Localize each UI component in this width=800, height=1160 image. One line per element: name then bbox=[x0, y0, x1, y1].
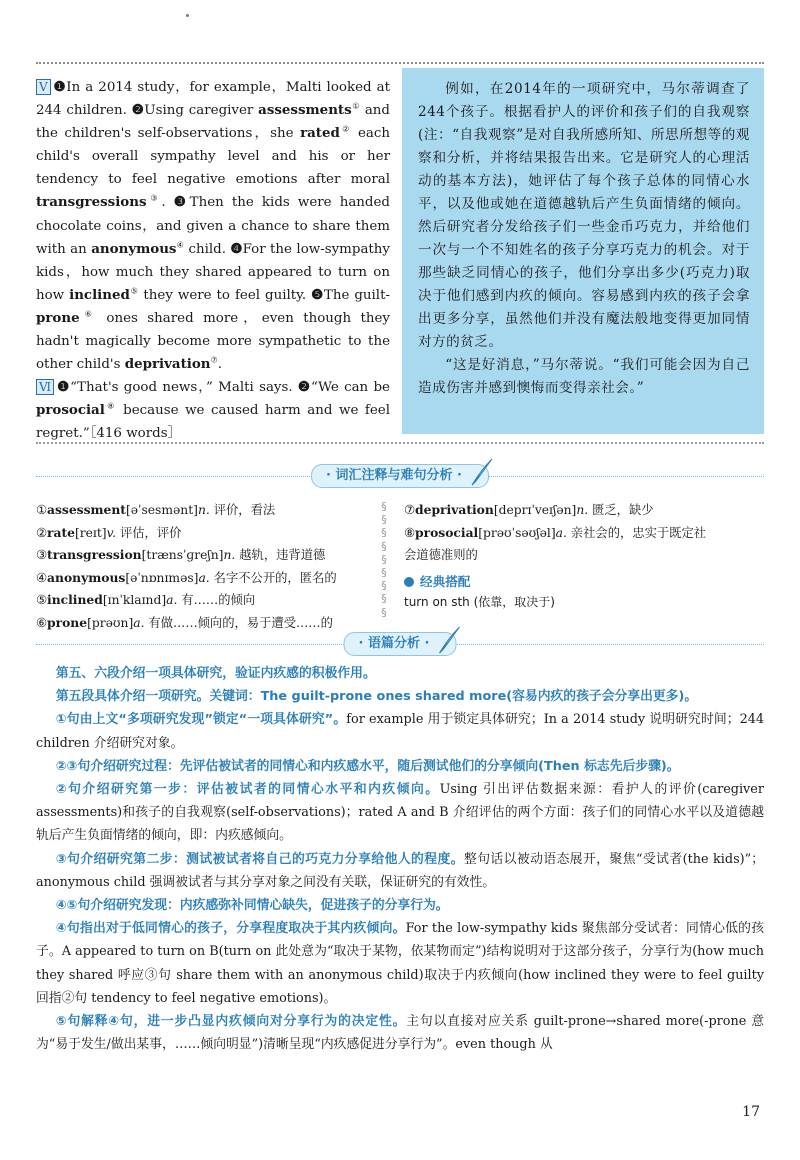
footnote-marker: ⑥ bbox=[79, 309, 98, 319]
english-passage bbox=[36, 76, 390, 446]
vocab-meaning: 亲社会的，忠实于既定社 bbox=[570, 525, 707, 540]
quill-icon bbox=[468, 457, 494, 487]
vocab-word: inclined bbox=[69, 286, 130, 303]
paragraph-marker-vi: Ⅵ bbox=[36, 379, 54, 395]
vocab-entry bbox=[36, 589, 368, 612]
footnote-marker: ⑧ bbox=[104, 401, 117, 411]
vocab-part-of-speech: a. bbox=[198, 570, 210, 585]
analysis-point: ②③句介绍研究过程：先评估被试者的同情心和内疚感水平，随后测试他们的分享倾向(Then 标志先后步骤)。 bbox=[55, 758, 680, 774]
footnote-marker: ① bbox=[351, 101, 360, 111]
sentence-number: ❸ bbox=[173, 194, 190, 211]
sentence-text: “We can be bbox=[310, 380, 390, 396]
vocab-meaning: 越轨，违背道德 bbox=[239, 548, 326, 563]
paragraph-marker-v: Ⅴ bbox=[36, 79, 51, 95]
vocab-entry bbox=[404, 499, 764, 522]
collocation-entry: turn on sth (依靠，取决于) bbox=[404, 595, 555, 610]
analysis-point bbox=[36, 708, 764, 754]
vocab-phonetic: [ɪnˈklaɪnd] bbox=[102, 593, 167, 608]
vocab-word: transgressions bbox=[36, 194, 147, 211]
footnote-marker: ③ bbox=[146, 194, 162, 203]
translation-box bbox=[402, 68, 764, 434]
vocab-meaning: 会道德准则的 bbox=[404, 548, 478, 563]
discourse-analysis bbox=[36, 662, 764, 1056]
analysis-section-header bbox=[0, 632, 800, 658]
analysis-highlight: ②句介绍研究第一步：评估被试者的同情心水平和内疚倾向。 bbox=[55, 782, 440, 798]
vocab-number: ⑧ bbox=[404, 525, 416, 540]
vocab-list-right bbox=[404, 499, 764, 614]
vocab-title-text: · 词汇注释与难句分析 · bbox=[326, 468, 462, 483]
sentence-text: Then the kids were handed chocolate coins，and given a chance to share them with an bbox=[36, 195, 390, 257]
vocab-part-of-speech: n. bbox=[197, 503, 210, 517]
sentence-text: In a 2014 study，for example，Malti looked at 244 children. bbox=[36, 80, 390, 119]
analysis-summary: 第五、六段介绍一项具体研究，验证内疚感的积极作用。 bbox=[55, 666, 376, 681]
middle-dotted-rule bbox=[36, 442, 764, 444]
sentence-text: they were to feel guilty. bbox=[138, 287, 307, 303]
vocab-section-header bbox=[0, 464, 800, 490]
sentence-text: “That's good news，” Malti says. bbox=[70, 380, 293, 396]
vocab-part-of-speech: n. bbox=[576, 503, 589, 517]
sentence-text: and the children's self-observations，she bbox=[36, 103, 390, 142]
top-dotted-rule bbox=[36, 62, 764, 64]
collocation-heading bbox=[404, 571, 764, 593]
vocab-part-of-speech: v. bbox=[106, 525, 117, 540]
vocab-phonetic: [reɪt] bbox=[74, 525, 107, 540]
vocab-word: anonymous bbox=[91, 240, 177, 257]
analysis-detail: for example 用于锁定具体研究；In a 2014 study 说明研究时间；244 children 介绍研究对象。 bbox=[36, 712, 764, 751]
analysis-point bbox=[36, 778, 764, 848]
vocab-word: prone bbox=[36, 309, 80, 326]
vocab-word: rated bbox=[300, 125, 340, 142]
vocab-number: ⑦ bbox=[404, 503, 416, 517]
vocab-phonetic: [prəʊˈsəʊʃəl] bbox=[478, 525, 556, 540]
paragraph-5 bbox=[36, 76, 390, 376]
vocab-number: ⑥ bbox=[36, 615, 48, 630]
bullet-dot-icon bbox=[404, 577, 414, 587]
vocab-meaning: 有做……倾向的，易于遭受……的 bbox=[148, 615, 333, 630]
vocab-phonetic: [trænsˈɡreʃn] bbox=[141, 548, 224, 563]
sentence-number: ❹ bbox=[230, 240, 243, 257]
stray-dot bbox=[186, 14, 189, 17]
vocab-list-left bbox=[36, 499, 368, 635]
footnote-marker: ④ bbox=[176, 240, 185, 250]
analysis-para5-keyword: 第五段具体介绍一项研究。关键词：The guilt-prone ones shared more(容易内疚的孩子会分享出更多)。 bbox=[55, 689, 698, 705]
sentence-text: . bbox=[161, 195, 166, 211]
analysis-point: ④⑤句介绍研究发现：内疚感弥补同情心缺失，促进孩子的分享行为。 bbox=[55, 898, 449, 914]
vocab-entry bbox=[36, 567, 368, 590]
vocab-number: ⑤ bbox=[36, 593, 48, 608]
analysis-highlight: ③句介绍研究第二步：测试被试者将自己的巧克力分享给他人的程度。 bbox=[55, 851, 464, 867]
vocab-headword: assessment bbox=[47, 502, 126, 517]
vocab-headword: rate bbox=[47, 524, 75, 540]
analysis-point bbox=[36, 848, 764, 894]
vocab-word: deprivation bbox=[124, 356, 211, 373]
analysis-section-title bbox=[344, 632, 457, 656]
vocab-meaning: 名字不公开的，匿名的 bbox=[213, 570, 337, 585]
vocab-number: ④ bbox=[36, 570, 48, 585]
sentence-text: because we caused harm and we feel regret.”［416 words］ bbox=[36, 403, 390, 442]
vocab-part-of-speech: a. bbox=[166, 593, 178, 608]
analysis-highlight: ④句指出对于低同情心的孩子，分享程度取决于其内疚倾向。 bbox=[55, 921, 406, 937]
sentence-number: ❺ bbox=[311, 286, 324, 303]
vocab-meaning: 匮乏，缺少 bbox=[592, 503, 654, 517]
footnote-marker: ⑦ bbox=[210, 355, 218, 365]
vocab-word: prosocial bbox=[36, 402, 105, 419]
vocab-headword: inclined bbox=[47, 592, 103, 608]
vocab-phonetic: [əˈsesmənt] bbox=[125, 503, 198, 517]
analysis-detail: For the low-sympathy kids 聚焦部分受试者：同情心低的孩子。A appeared to turn on B(turn on 此处意为“取决于某物，依某物而定”)结构说明对于这部分孩子，分享行为(how much they shared 呼应③句 share them with an anonymous child)取决于内疚倾向(how inclined they were to feel guilty 回指②句 tendency to feel negative emotions)。 bbox=[36, 921, 764, 1006]
sentence-text: child. bbox=[184, 241, 226, 257]
vocab-headword: transgression bbox=[47, 547, 142, 563]
sentence-text: For the low-sympathy kids，how much they shared appeared to turn on how bbox=[36, 241, 390, 303]
footnote-marker: ⑤ bbox=[129, 286, 139, 296]
vocab-headword: anonymous bbox=[47, 569, 126, 585]
vocab-right-items bbox=[404, 499, 764, 567]
sentence-text: ones shared more，even though they hadn't magically become more sympathetic to the other child's bbox=[36, 310, 390, 373]
analysis-highlight: ⑤句解释④句，进一步凸显内疚倾向对分享行为的决定性。 bbox=[55, 1014, 407, 1030]
vocab-section-title bbox=[311, 464, 489, 488]
collocation-title: 经典搭配 bbox=[420, 573, 471, 589]
vocab-entry bbox=[36, 544, 368, 567]
vocab-entry bbox=[404, 544, 764, 567]
vocab-headword: deprivation bbox=[415, 502, 494, 517]
sentence-text: . bbox=[217, 357, 222, 373]
vocab-phonetic: [deprɪˈveɪʃən] bbox=[493, 503, 577, 517]
vocab-phonetic: [prəʊn] bbox=[87, 615, 134, 630]
vocab-meaning: 评估，评价 bbox=[119, 525, 182, 540]
analysis-title-text: · 语篇分析 · bbox=[358, 636, 430, 651]
analysis-detail: 主句以直接对应关系 guilt-prone→shared more(-prone 意为“易于发生/做出某事，……倾向明显”)清晰呈现“内疚感促进分享行为”。even though 从 bbox=[36, 1014, 764, 1053]
quill-icon bbox=[435, 625, 461, 655]
sentence-number: ❶ bbox=[56, 379, 71, 396]
vocab-meaning: 评价，看法 bbox=[213, 503, 276, 517]
vocab-phonetic: [əˈnɒnɪməs] bbox=[125, 570, 199, 585]
vocab-headword: prosocial bbox=[415, 524, 479, 540]
vocab-entry bbox=[36, 522, 368, 545]
vocab-number: ② bbox=[36, 525, 48, 540]
vocab-meaning: 有……的倾向 bbox=[181, 593, 256, 608]
translation-paragraph-5: 例如，在2014年的一项研究中，马尔蒂调查了244个孩子。根据看护人的评价和孩子们的自我观察(注：“自我观察”是对自我所感所知、所思所想等的观察和分析，并将结果报告出来。它是研究人的心理活动的基本方法)，她评估了每个孩子总体的同情心水平，以及他或她在道德越轨后产生负面情绪的倾向。然后研究者分发给孩子们一些金币巧克力，并给他们一次与一个不知姓名的孩子分享巧克力的机会。对于那些缺乏同情心的孩子，他们分享出多少(巧克力)取决于他们感到内疚的倾向。容易感到内疚的孩子会拿出更多分享，虽然他们并没有魔法般地变得更加同情对方的贫乏。 bbox=[418, 81, 750, 350]
sentence-text: Using caregiver bbox=[144, 103, 259, 119]
sentence-text: The guilt- bbox=[323, 287, 390, 303]
analysis-detail: 整句话以被动语态展开，聚焦“受试者(the kids)”；anonymous child 强调被试者与其分享对象之间没有关联，保证研究的有效性。 bbox=[36, 851, 764, 890]
vocab-part-of-speech: n. bbox=[223, 548, 236, 563]
sentence-text: each child's overall sympathy level and his or her tendency to feel negative emotions after moral bbox=[36, 126, 390, 188]
vocab-number: ① bbox=[36, 503, 48, 517]
analysis-point bbox=[36, 1010, 764, 1056]
vocab-headword: prone bbox=[47, 614, 88, 630]
sentence-number: ❶ bbox=[52, 79, 67, 95]
analysis-highlight: ①句由上文“多项研究发现”锁定“一项具体研究”。 bbox=[55, 712, 347, 728]
footnote-marker: ② bbox=[339, 124, 352, 134]
vocab-entry bbox=[404, 522, 764, 545]
vocab-word: assessments bbox=[258, 102, 352, 119]
sentence-number: ❷ bbox=[297, 379, 311, 396]
vocab-part-of-speech: a. bbox=[133, 615, 145, 630]
analysis-detail: Using 引出评估数据来源：看护人的评价(caregiver assessments)和孩子的自我观察(self-observations)；rated A and B 介绍评估的两个方面：孩子们的同情心水平以及道德越轨后产生负面情绪的倾向，即：内疚感倾向。 bbox=[36, 782, 764, 844]
vocab-number: ③ bbox=[36, 548, 48, 563]
vocab-entry bbox=[36, 499, 368, 522]
paragraph-6 bbox=[36, 376, 390, 445]
translation-paragraph-6: “这是好消息，”马尔蒂说。“我们可能会因为自己造成伤害并感到懊悔而变得亲社会。” bbox=[418, 357, 750, 396]
vocab-divider: § § § § § § § § § bbox=[381, 500, 387, 619]
vocab-part-of-speech: a. bbox=[555, 525, 567, 540]
page-number: 17 bbox=[742, 1104, 760, 1120]
analysis-point bbox=[36, 917, 764, 1010]
sentence-number: ❷ bbox=[131, 102, 145, 119]
